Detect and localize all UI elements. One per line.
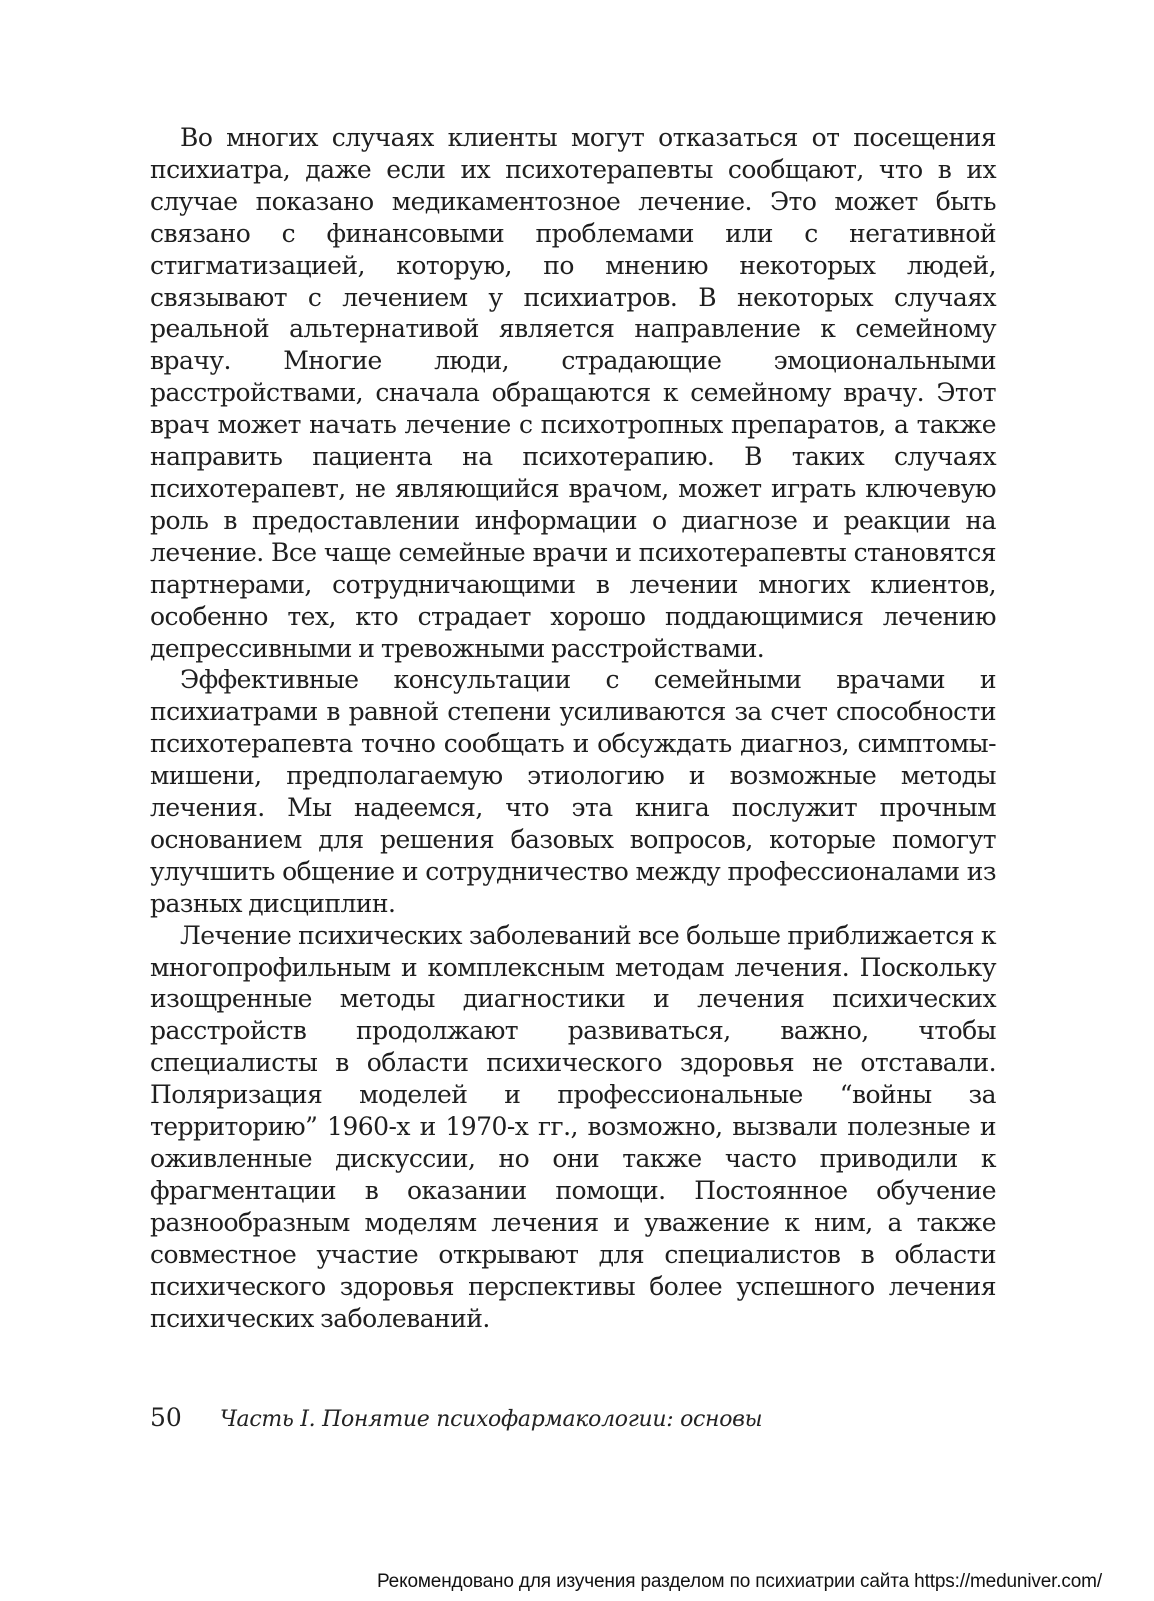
paragraph-2: Эффективные консультации с семейными врачами и психиатрами в равной степени усиливаются за счет способности психотерапевта точно сообщать и обсуждать диагноз, симптомы-мишени, предполагаемую этиологию и возможные методы лечения. Мы надеемся, что эта книга послужит прочным основанием для решения базовых вопросов, которые помогут улучшить общение и сотрудничество между профессионалами из разных дисциплин. [150,665,996,918]
paragraph-3: Лечение психических заболеваний все больше приближается к многопрофильным и комплексным методам лечения. Поскольку изощренные методы диагностики и лечения психических расстройств продолжают развиваться, важно, чтобы специалисты в области психического здоровья не отставали. Поляризация моделей и профессиональные “войны за территорию” 1960-х и 1970-х гг., возможно, вызвали полезные и оживленные дискуссии, но они также часто приводили к фрагментации в оказании помощи. Постоянное обучение разнообразным моделям лечения и уважение к ним, а также совместное участие открывают для специалистов в области психического здоровья перспективы более успешного лечения психических заболеваний. [150,920,996,1333]
running-head: Часть I. Понятие психофармакологии: основы [219,1407,763,1432]
page-body [150,122,996,1334]
site-recommendation: Рекомендовано для изучения разделом по психиатрии сайта https://meduniver.com/ [376,1571,1102,1592]
paragraph-1: Во многих случаях клиенты могут отказаться от посещения психиатра, даже если их психотерапевты сообщают, что в их случае показано медикаментозное лечение. Это может быть связано с финансовыми проблемами или с негативной стигматизацией, которую, по мнению некоторых людей, связывают с лечением у психиатров. В некоторых случаях реальной альтернативой является направление к семейному врачу. Многие люди, страдающие эмоциональными расстройствами, сначала обращаются к семейному врачу. Этот врач может начать лечение с психотропных препаратов, а также направить пациента на психотерапию. В таких случаях психотерапевт, не являющийся врачом, может играть ключевую роль в предоставлении информации о диагнозе и реакции на лечение. Все чаще семейные врачи и психотерапевты становятся партнерами, сотрудничающими в лечении многих клиентов, особенно тех, кто страдает хорошо поддающимися лечению депрессивными и тревожными расстройствами. [150,123,996,663]
page-number: 50 [150,1403,182,1432]
page-footer [150,1403,762,1437]
